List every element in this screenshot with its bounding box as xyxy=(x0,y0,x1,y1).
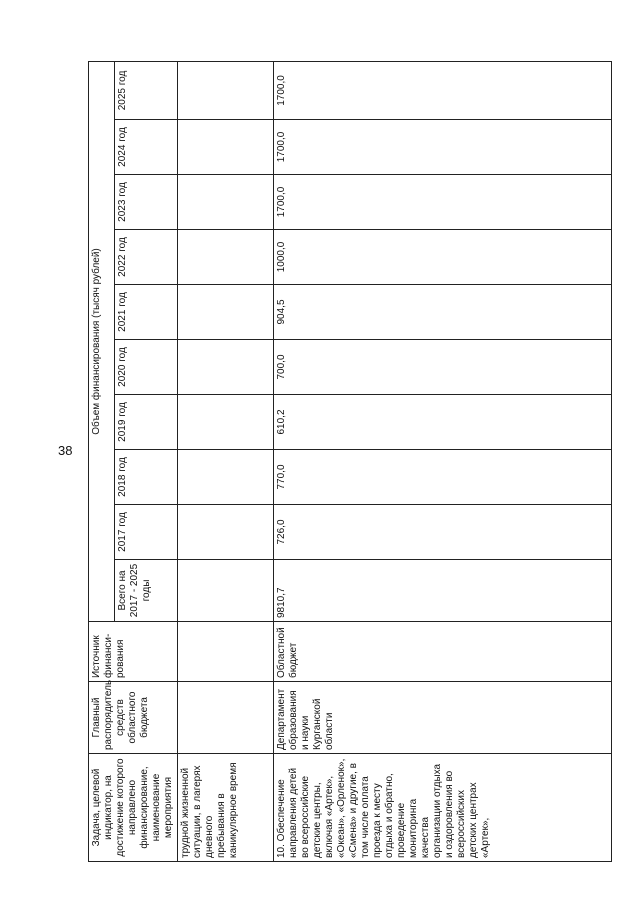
header-source: Источник финанси-рования xyxy=(89,622,178,682)
row-value xyxy=(178,395,274,450)
header-volume: Объем финансирования (тысяч рублей) xyxy=(89,61,115,621)
financing-table xyxy=(88,61,612,862)
row-manager: Департамент образования и науки Курганской области xyxy=(274,682,612,754)
table-row xyxy=(274,61,612,861)
header-manager: Главный распорядитель средств областного бюджета xyxy=(89,682,178,754)
row-value: 726,0 xyxy=(274,505,612,560)
row-task: 10. Обеспечение направления детей во всероссийские детские центры, включая «Артек», «Океан», «Орленок», «Смена» и другие, в том числе оплата проезда к месту отдыха и обратно, проведение мониторинга качества организации отдыха и оздоровления во всероссийских детских центрах «Артек», xyxy=(274,754,612,862)
row-value: 1000,0 xyxy=(274,230,612,285)
header-year: 2019 год xyxy=(115,395,178,450)
row-value xyxy=(178,61,274,119)
row-value: 1700,0 xyxy=(274,175,612,230)
row-total: 9810,7 xyxy=(274,560,612,622)
row-value: 1700,0 xyxy=(274,61,612,119)
row-value xyxy=(178,285,274,340)
header-year: 2020 год xyxy=(115,340,178,395)
row-value: 700,0 xyxy=(274,340,612,395)
header-year: 2023 год xyxy=(115,175,178,230)
table-row xyxy=(178,61,274,861)
rotated-table-container xyxy=(88,62,612,862)
row-value: 770,0 xyxy=(274,450,612,505)
header-total: Всего на 2017 - 2025 годы xyxy=(115,560,178,622)
row-task: трудной жизненной ситуации, в лагерях дневного пребывания в каникулярное время xyxy=(178,754,274,862)
header-year: 2021 год xyxy=(115,285,178,340)
header-year: 2017 год xyxy=(115,505,178,560)
header-task: Задача, целевой индикатор, на достижение которого направлено финансирование, наименование мероприятия xyxy=(89,754,178,862)
row-value: 610,2 xyxy=(274,395,612,450)
row-manager xyxy=(178,682,274,754)
header-year: 2024 год xyxy=(115,120,178,175)
row-value xyxy=(178,505,274,560)
header-year: 2022 год xyxy=(115,230,178,285)
header-year: 2018 год xyxy=(115,450,178,505)
row-source: Областной бюджет xyxy=(274,622,612,682)
row-total xyxy=(178,560,274,622)
row-value xyxy=(178,450,274,505)
row-value xyxy=(178,340,274,395)
row-value xyxy=(178,175,274,230)
row-value xyxy=(178,120,274,175)
row-value: 904,5 xyxy=(274,285,612,340)
row-value xyxy=(178,230,274,285)
row-source xyxy=(178,622,274,682)
row-value: 1700,0 xyxy=(274,120,612,175)
page-number: 38 xyxy=(58,443,73,458)
header-year: 2025 год xyxy=(115,61,178,119)
